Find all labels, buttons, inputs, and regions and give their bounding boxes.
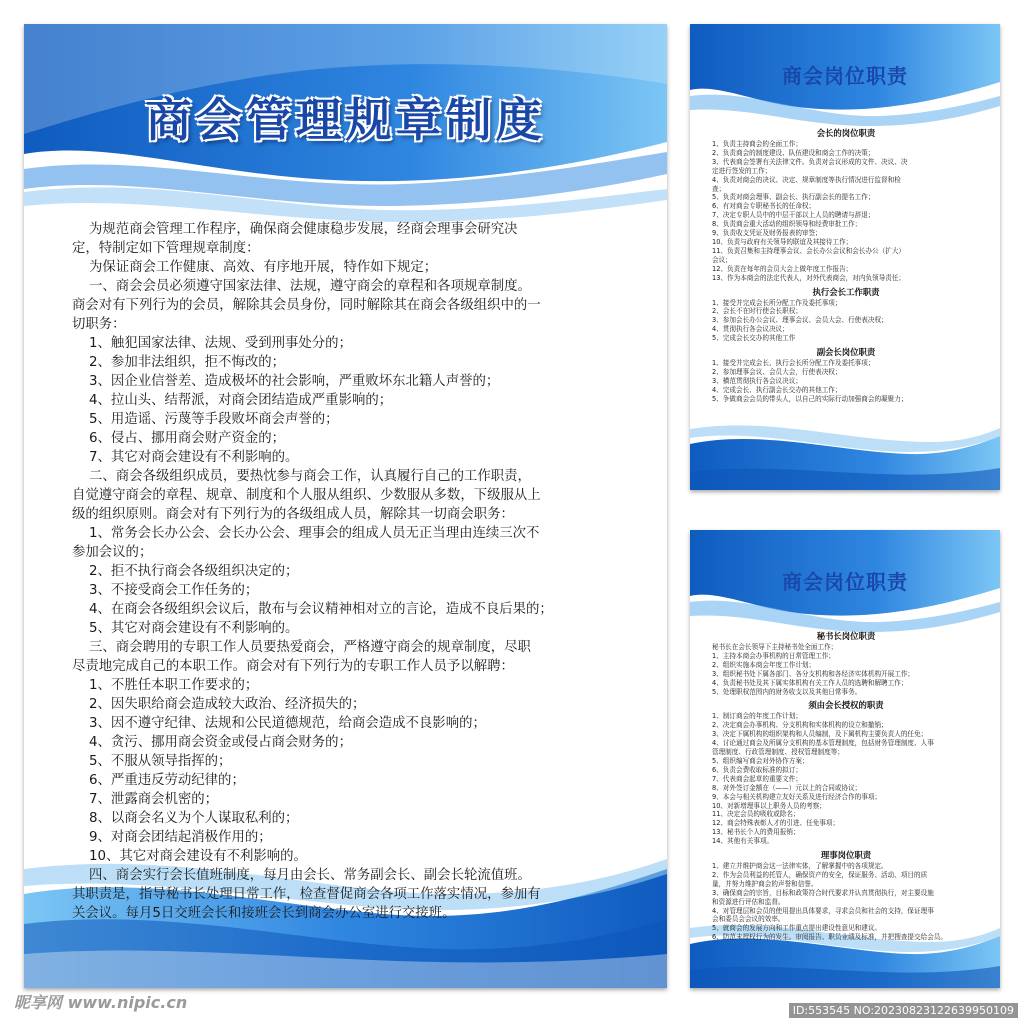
body-line: 3、不接受商会工作任务的； bbox=[72, 583, 259, 598]
duties-title: 商会岗位职责 bbox=[782, 64, 908, 88]
site-watermark: 昵享网 www.nipic.cn bbox=[14, 993, 188, 1012]
section-heading: 副会长岗位职责 bbox=[816, 347, 876, 358]
duty-line: 2、参加理事会议、会员大会，行使表决权； bbox=[712, 367, 842, 376]
duty-line: 12、商会特殊表彰人才的引进、任免事项； bbox=[712, 819, 840, 828]
body-line: 4、贪污、挪用商会资金或侵占商会财务的； bbox=[72, 735, 352, 750]
duty-line: 13、作为本商会的法定代表人，对外代表商会，对内负领导责任； bbox=[712, 273, 906, 282]
duty-line: 2、决定商会办事机构、分支机构和实体机构的设立和撤销； bbox=[712, 721, 888, 730]
duty-line: 3、确保商会的宗旨，目标和政策符合时代要求并认真贯彻执行，对主要设施 bbox=[712, 888, 934, 897]
body-line: 尽责地完成自己的本职工作。商会对有下列行为的专职工作人员予以解聘： bbox=[72, 659, 514, 674]
body-line: 商会对有下列行为的会员，解除其会员身份，同时解除其在商会各级组织中的一 bbox=[72, 298, 541, 313]
duty-line: 1、负责主持商会的全面工作； bbox=[712, 140, 802, 148]
duties-body bbox=[712, 124, 980, 404]
duty-line: 8、负责商会重大活动的组织领导和经费审批工作； bbox=[712, 220, 862, 229]
body-line: 2、参加非法组织，拒不悔改的； bbox=[72, 355, 286, 370]
duty-line: 量，并努力维护商会的声誉和信誉。 bbox=[712, 879, 818, 888]
body-line: 3、因不遵守纪律、法规和公民道德规范，给商会造成不良影响的； bbox=[72, 716, 486, 731]
duty-line: 6、负责会费收取标准的拟订； bbox=[712, 765, 802, 774]
duty-line: 4、对管理层和会员的使用提出具体要求，寻求会员和社会的支持，保证理事 bbox=[712, 906, 934, 915]
duty-line: 4、完成会长、执行副会长交办的其他工作； bbox=[712, 385, 842, 394]
duty-line: 5、就商会的发展方向和工作重点提出建设性意见和建议。 bbox=[712, 924, 882, 933]
section-heading: 秘书长岗位职责 bbox=[816, 631, 876, 641]
body-line: 10、其它对商会建设有不利影响的。 bbox=[72, 849, 307, 864]
duty-line: 14、其他有关事项。 bbox=[712, 837, 774, 846]
duty-line: 2、会长不在时行使会长职权； bbox=[712, 307, 802, 316]
duty-line: 3、横范贯彻执行各会议决议； bbox=[712, 376, 802, 385]
regulations-poster bbox=[24, 24, 667, 988]
duties-poster-top bbox=[690, 24, 1000, 490]
body-line: 一、商会会员必须遵守国家法律、法规，遵守商会的章程和各项规章制度。 bbox=[72, 279, 531, 294]
regulations-body bbox=[72, 220, 624, 923]
body-line: 参加会议的； bbox=[72, 545, 153, 560]
section-heading: 执行会长工作职责 bbox=[812, 286, 880, 297]
duty-line: 7、代表商会起草的重要文件； bbox=[712, 774, 802, 783]
duty-line: 4、讨论通过商会及所属分支机构的基本管理制度，包括财务管理制度、人事 bbox=[712, 739, 934, 748]
duty-line: 3、参加会长办公会议、理事会议、会员大会、行使表决权； bbox=[712, 316, 888, 325]
body-line: 自觉遵守商会的章程、规章、制度和个人服从组织、少数服从多数，下级服从上 bbox=[72, 488, 541, 503]
duty-line: 11、决定会员的吸收或除名； bbox=[712, 810, 800, 819]
duty-line: 6、防范未授权行为的发生。审阅报告、职员业绩及标准，并把搜查提交给会员。 bbox=[712, 933, 947, 942]
body-line: 切职务： bbox=[72, 317, 126, 332]
duty-line: 5、完成会长交办的其他工作 bbox=[712, 334, 796, 343]
duty-line: 8、对外签订金额在（——）元以上的合同或协议； bbox=[712, 783, 862, 792]
duty-line: 2、组织实施本商会年度工作计划； bbox=[712, 660, 816, 669]
body-line: 定，特制定如下管理规章制度： bbox=[72, 241, 260, 256]
duty-line: 5、争做商会会员的带头人，以自己的实际行动加强商会的凝聚力； bbox=[712, 394, 908, 403]
duty-line: 1、制订商会的年度工作计划； bbox=[712, 712, 802, 721]
duty-line: 1、接受并完成会长、执行会长所分配工作及委托事项； bbox=[712, 359, 875, 368]
body-line: 4、在商会各级组织会议后，散布与会议精神相对立的言论，造成不良后果的； bbox=[72, 602, 553, 617]
duty-line: 11、负责召集和主持理事会议、会长办公会议和会长办公（扩大） bbox=[712, 246, 906, 255]
body-line: 关会议。每月5日交班会长和接班会长到商会办公室进行交接班。 bbox=[72, 906, 456, 921]
duty-line: 5、负责对商会理事、副会长、执行副会长的提名工作； bbox=[712, 193, 875, 202]
duty-line: 和资源进行评估和监督。 bbox=[712, 897, 785, 906]
duty-line: 9、本会与相关机构建立友好关系及进行经济合作的事项； bbox=[712, 792, 882, 801]
duty-line: 6、有对商会专职秘书长的任命权； bbox=[712, 202, 816, 211]
body-line: 为保证商会工作健康、高效、有序地开展，特作如下规定； bbox=[72, 260, 438, 275]
duty-line: 2、作为会员利益的托管人，确保资产的安全，保证服务、活动、项目的质 bbox=[712, 870, 928, 879]
duty-line: 2、负责商会的制度建设、队伍建设和商会工作的决策； bbox=[712, 148, 875, 157]
duty-line: 3、组织秘书处下属各部门、各分支机构和各经济实体机构开展工作； bbox=[712, 669, 915, 678]
duty-line: 3、决定下属机构的组织架构和人员编制，及下属机构主要负责人的任免； bbox=[712, 730, 928, 739]
body-line: 5、其它对商会建设有不利影响的。 bbox=[72, 621, 299, 636]
duty-line: 10、对新增理事以上职务人员的考察； bbox=[712, 801, 826, 810]
body-line: 9、对商会团结起消极作用的； bbox=[72, 830, 272, 845]
body-line: 6、侵占、挪用商会财产资金的； bbox=[72, 431, 286, 446]
body-line: 7、其它对商会建设有不利影响的。 bbox=[72, 450, 299, 465]
body-line: 3、因企业信誉差、造成极坏的社会影响，严重败坏东北籍人声誉的； bbox=[72, 374, 500, 389]
duty-line: 4、负责秘书处及其下属实体机构有关工作人员的选聘和解聘工作； bbox=[712, 678, 908, 687]
body-line: 三、商会聘用的专职工作人员要热爱商会，严格遵守商会的规章制度，尽职 bbox=[72, 640, 531, 655]
image-id-watermark: ID:553545 NO:20230823122639950109 bbox=[789, 1003, 1018, 1018]
body-line: 1、不胜任本职工作要求的； bbox=[72, 678, 259, 693]
duty-line: 会和委员会会议的效率。 bbox=[712, 915, 785, 924]
body-line: 4、拉山头、结帮派，对商会团结造成严重影响的； bbox=[72, 393, 393, 408]
body-line: 2、拒不执行商会各级组织决定的； bbox=[72, 564, 299, 579]
body-line: 为规范商会管理工作程序，确保商会健康稳步发展，经商会理事会研究决 bbox=[72, 222, 518, 237]
duty-line: 秘书长在会长领导下主持秘书处全面工作； bbox=[712, 643, 838, 651]
duty-line: 12、负责在每年的会员大会上做年度工作报告； bbox=[712, 264, 853, 273]
duty-line: 1、建立并维护商会这一法律实体，了解掌握中的各项规定。 bbox=[712, 862, 888, 871]
duty-line: 会议； bbox=[712, 255, 732, 264]
duty-line: 5、组织编写商会对外协作方案； bbox=[712, 756, 809, 765]
body-line: 级的组织原则。商会对有下列行为的各级组成人员，解除其一切商会职务： bbox=[72, 507, 514, 522]
duty-line: 1、接受并完成会长所分配工作及委托事项； bbox=[712, 298, 842, 307]
duty-line: 4、贯彻执行各会议决议； bbox=[712, 325, 789, 334]
body-line: 其职责是，指导秘书长处理日常工作，检查督促商会各项工作落实情况，参加有 bbox=[72, 887, 541, 902]
body-line: 7、泄露商会机密的； bbox=[72, 792, 219, 807]
duties-title: 商会岗位职责 bbox=[782, 570, 908, 594]
body-line: 5、不服从领导指挥的； bbox=[72, 754, 232, 769]
duty-line: 定进行签发的工作； bbox=[712, 166, 772, 175]
body-line: 6、严重违反劳动纪律的； bbox=[72, 773, 245, 788]
page-title: 商会管理规章制度 bbox=[145, 93, 546, 147]
body-line: 1、常务会长办公会、会长办公会、理事会的组成人员无正当理由连续三次不 bbox=[72, 526, 540, 541]
duty-line: 7、决定专职人员中的中层干部以上人员的聘请与辞退； bbox=[712, 211, 875, 220]
duty-line: 管理制度、行政管理制度、授权管理制度等； bbox=[712, 748, 844, 757]
duty-line: 13、秘书长个人的费用报销； bbox=[712, 828, 800, 837]
body-line: 2、因失职给商会造成较大政治、经济损失的； bbox=[72, 697, 366, 712]
duties-body bbox=[712, 627, 980, 942]
duty-line: 10、负责与政府有关领导的联谊及其接待工作； bbox=[712, 237, 853, 246]
duty-line: 9、负责收支凭证及财务报表的审签； bbox=[712, 229, 822, 238]
section-heading: 会长的岗位职责 bbox=[816, 128, 876, 138]
section-heading: 理事岗位职责 bbox=[820, 850, 872, 861]
body-line: 四、商会实行会长值班制度，每月由会长、常务副会长、副会长轮流值班。 bbox=[72, 868, 531, 883]
body-line: 1、触犯国家法律、法规、受到刑事处分的； bbox=[72, 336, 352, 351]
body-line: 8、以商会名义为个人谋取私利的； bbox=[72, 811, 299, 826]
duties-poster-bottom bbox=[690, 530, 1000, 988]
duty-line: 5、处理职权范围内的财务收支以及其他日常事务。 bbox=[712, 687, 862, 696]
duty-line: 1、主持本商会办事机构的日常管理工作； bbox=[712, 651, 835, 660]
duty-line: 查； bbox=[712, 184, 726, 193]
body-line: 二、商会各级组织成员，要热忱参与商会工作，认真履行自己的工作职责， bbox=[72, 469, 531, 484]
body-line: 5、用造谣、污蔑等手段败坏商会声誉的； bbox=[72, 412, 339, 427]
section-heading: 须由会长授权的职责 bbox=[808, 700, 884, 711]
duty-line: 4、负责对商会的决议、决定、规章制度等执行情况进行监督和检 bbox=[712, 175, 901, 184]
duty-line: 3、代表商会签署有关法律文件。负责对会议形成的文件、决议、决 bbox=[712, 157, 908, 166]
